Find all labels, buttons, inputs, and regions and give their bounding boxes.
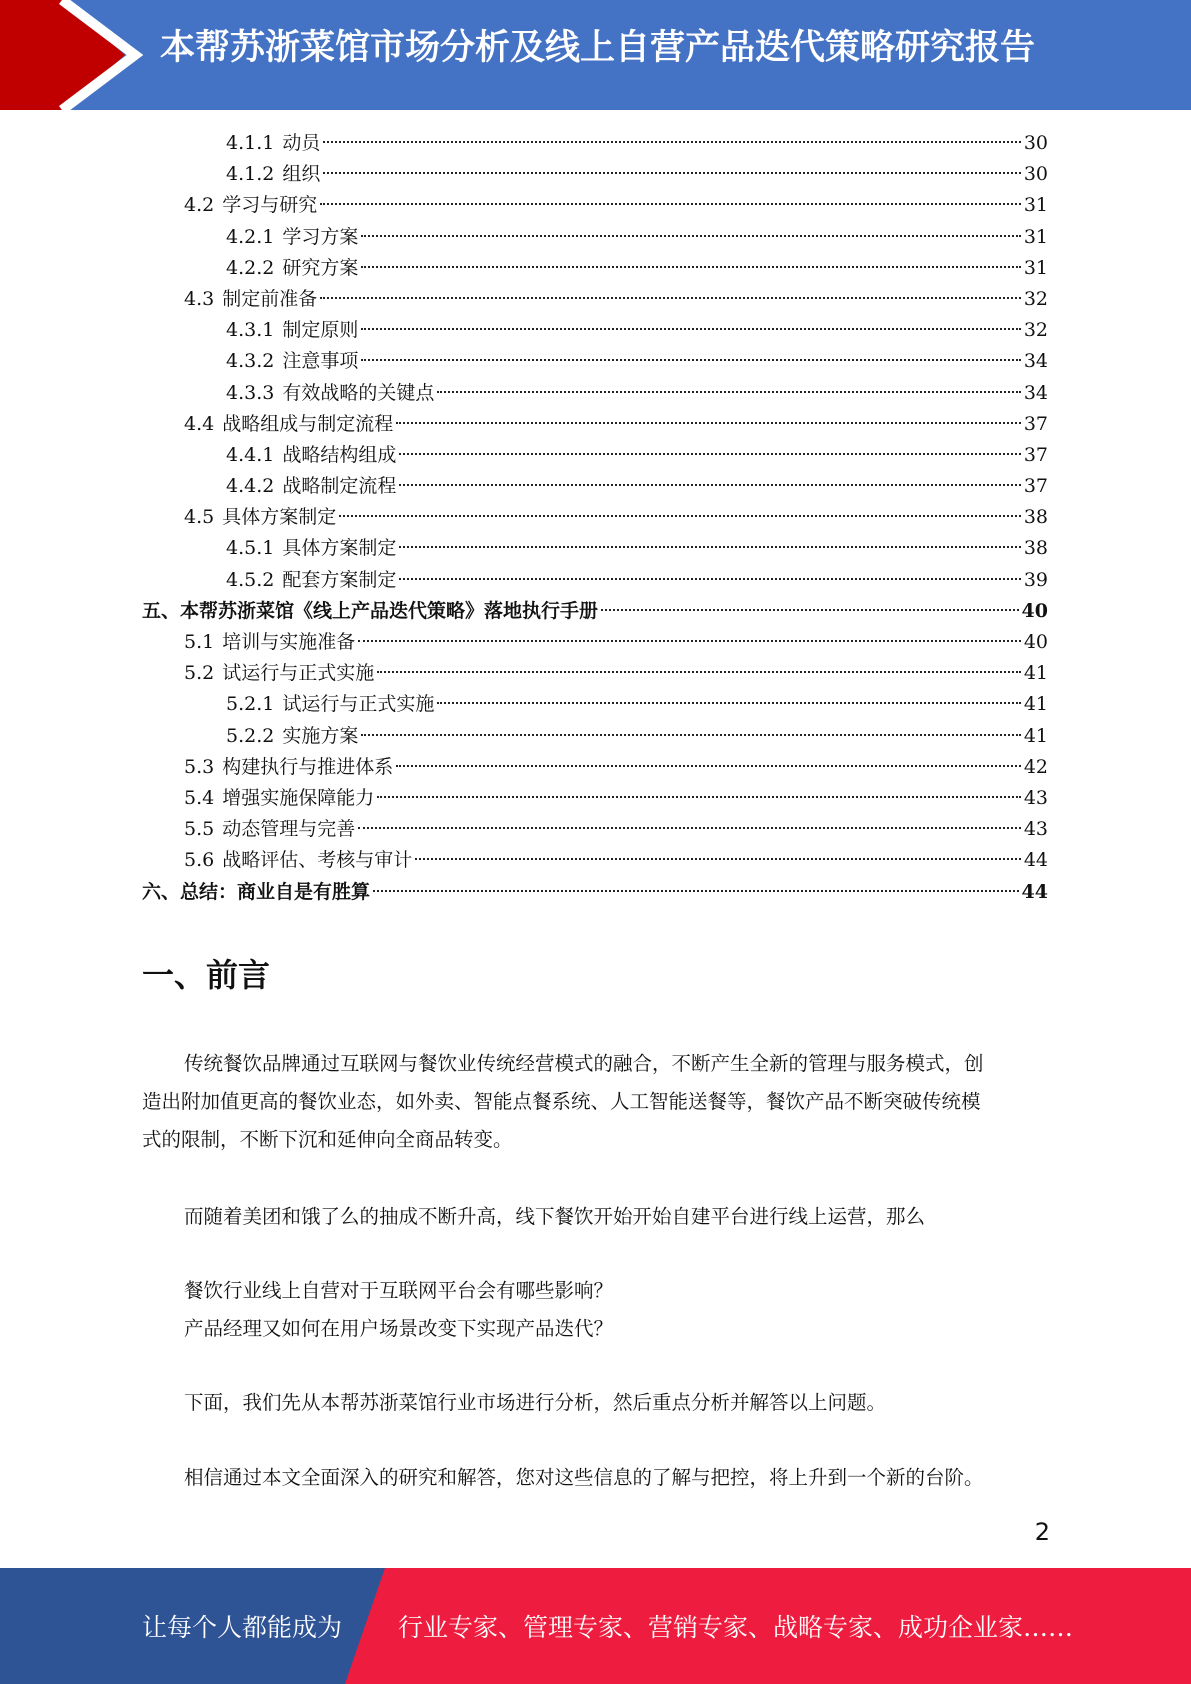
page-header [0, 0, 1191, 110]
toc-entry-title: 组织 [282, 163, 321, 186]
header-title: 本帮苏浙菜馆市场分析及线上自营产品迭代策略研究报告 [160, 28, 1036, 68]
paragraph-line: 式的限制，不断下沉和延伸向全商品转变。 [142, 1128, 513, 1151]
toc-entry-title: 有效战略的关键点 [282, 381, 435, 404]
toc-entry[interactable] [142, 159, 1048, 190]
footer-slogan-right: 行业专家、管理专家、营销专家、战略专家、成功企业家…… [398, 1613, 1074, 1642]
toc-entry-page: 37 [1023, 412, 1048, 435]
toc-leader-dots [399, 453, 1020, 455]
toc-leader-dots [361, 328, 1020, 330]
toc-entry-title: 具体方案制定 [282, 537, 397, 560]
paragraph-2 [142, 1198, 1048, 1236]
toc-entry-page: 31 [1023, 256, 1048, 279]
toc-entry-page: 34 [1023, 381, 1048, 404]
toc-entry-page: 31 [1023, 194, 1048, 217]
toc-entry-page: 41 [1023, 693, 1048, 716]
toc-entry-page: 38 [1023, 537, 1048, 560]
questions [142, 1272, 1048, 1348]
toc-leader-dots [396, 422, 1021, 424]
toc-entry-title: 配套方案制定 [282, 568, 397, 591]
footer-slogan-left: 让每个人都能成为 [142, 1613, 343, 1642]
toc-entry-title: 战略评估、考核与审计 [222, 849, 413, 872]
toc-entry[interactable] [142, 783, 1048, 814]
paragraph-text: 而随着美团和饿了么的抽成不断升高，线下餐饮开始开始自建平台进行线上运营，那么 [184, 1205, 926, 1228]
toc-entry-title: 制定原则 [282, 319, 359, 342]
paragraph-3 [142, 1384, 1048, 1422]
toc-entry[interactable] [142, 315, 1048, 346]
toc-entry-number: 5.2 [184, 662, 215, 685]
page-footer [0, 1568, 1191, 1684]
toc-entry-page: 42 [1023, 755, 1048, 778]
toc-entry-number: 4.1.2 [226, 163, 275, 186]
toc-entry-number: 4.5 [184, 506, 215, 529]
toc-leader-dots [323, 141, 1020, 143]
toc-entry-page: 30 [1023, 163, 1048, 186]
toc-entry-page: 34 [1023, 350, 1048, 373]
toc-entry[interactable] [142, 627, 1048, 658]
toc-leader-dots [396, 765, 1021, 767]
toc-entry-page: 41 [1023, 724, 1048, 747]
toc-entry[interactable] [142, 378, 1048, 409]
toc-leader-dots [358, 640, 1021, 642]
question-2: 产品经理又如何在用户场景改变下实现产品迭代？ [184, 1317, 614, 1340]
toc-entry-page: 39 [1023, 568, 1048, 591]
toc-entry-title: 学习方案 [282, 225, 359, 248]
toc-entry-number: 4.2.2 [226, 256, 275, 279]
toc-entry-number: 5.4 [184, 786, 215, 809]
toc-entry-title: 制定前准备 [222, 287, 318, 310]
toc-entry-title: 动态管理与完善 [222, 818, 356, 841]
toc-entry-title: 研究方案 [282, 256, 359, 279]
toc-entry-title: 总结：商业自是有胜算 [180, 880, 371, 903]
toc-entry-title: 试运行与正式实施 [222, 662, 375, 685]
toc-entry-number: 4.5.2 [226, 568, 275, 591]
toc-entry[interactable] [142, 721, 1048, 752]
toc-entry-number: 5.2.2 [226, 724, 275, 747]
toc-leader-dots [399, 484, 1020, 486]
toc-leader-dots [601, 609, 1019, 611]
toc-entry-title: 增强实施保障能力 [222, 786, 375, 809]
toc-entry-page: 37 [1023, 443, 1048, 466]
toc-leader-dots [437, 702, 1020, 704]
toc-leader-dots [358, 827, 1021, 829]
toc-leader-dots [437, 391, 1020, 393]
toc-entry[interactable] [142, 565, 1048, 596]
section-heading: 一、前言 [142, 956, 271, 994]
toc-entry-title: 学习与研究 [222, 194, 318, 217]
toc-entry-number: 4.4.2 [226, 475, 275, 498]
toc-entry-number: 4.3.2 [226, 350, 275, 373]
toc-entry[interactable] [142, 284, 1048, 315]
toc-entry-number: 4.3.1 [226, 319, 275, 342]
toc-entry-title: 战略结构组成 [282, 443, 397, 466]
toc-entry-title: 注意事项 [282, 350, 359, 373]
toc-entry[interactable] [142, 128, 1048, 159]
toc-entry[interactable] [142, 877, 1048, 908]
toc-entry[interactable] [142, 502, 1048, 533]
toc-entry-number: 5.2.1 [226, 693, 275, 716]
toc-entry-title: 具体方案制定 [222, 506, 337, 529]
paragraph-line: 造出附加值更高的餐饮业态，如外卖、智能点餐系统、人工智能送餐等，餐饮产品不断突破传统模 [142, 1090, 981, 1113]
toc-entry-title: 培训与实施准备 [222, 631, 356, 653]
paragraph-text: 相信通过本文全面深入的研究和解答，您对这些信息的了解与把控，将上升到一个新的台阶。 [184, 1466, 984, 1489]
question-1: 餐饮行业线上自营对于互联网平台会有哪些影响？ [184, 1279, 614, 1302]
toc-leader-dots [361, 734, 1020, 736]
toc-entry-page: 40 [1021, 599, 1048, 622]
toc-leader-dots [361, 359, 1020, 361]
toc-leader-dots [373, 890, 1019, 892]
toc-entry[interactable] [142, 409, 1048, 440]
toc-leader-dots [399, 546, 1020, 548]
toc-entry[interactable] [142, 533, 1048, 564]
toc-entry-title: 动员 [282, 132, 321, 154]
toc-leader-dots [320, 297, 1021, 299]
toc-entry-page: 30 [1023, 132, 1048, 154]
toc-entry-title: 实施方案 [282, 724, 359, 747]
toc-entry-number: 4.5.1 [226, 537, 275, 560]
table-of-contents [142, 128, 1048, 908]
toc-entry-page: 37 [1023, 475, 1048, 498]
toc-entry-number: 5.6 [184, 849, 215, 872]
toc-entry[interactable] [142, 658, 1048, 689]
toc-entry-title: 试运行与正式实施 [282, 693, 435, 716]
toc-entry[interactable] [142, 190, 1048, 221]
toc-entry-page: 44 [1023, 849, 1048, 872]
paragraph-4 [142, 1459, 1048, 1497]
toc-entry-number: 4.3 [184, 287, 215, 310]
toc-entry[interactable] [142, 814, 1048, 845]
toc-entry-page: 43 [1023, 786, 1048, 809]
toc-entry-number: 5.5 [184, 818, 215, 841]
toc-entry-number: 5.3 [184, 755, 215, 778]
toc-entry[interactable] [142, 222, 1048, 253]
toc-leader-dots [323, 172, 1020, 174]
toc-entry-title: 战略制定流程 [282, 475, 397, 498]
toc-entry[interactable] [142, 346, 1048, 377]
toc-entry[interactable] [142, 845, 1048, 876]
toc-leader-dots [399, 578, 1020, 580]
toc-entry[interactable] [142, 689, 1048, 720]
toc-leader-dots [415, 858, 1021, 860]
toc-entry-page: 40 [1023, 631, 1048, 653]
toc-entry[interactable] [142, 440, 1048, 471]
toc-entry[interactable] [142, 253, 1048, 284]
toc-entry-page: 41 [1023, 662, 1048, 685]
toc-entry-title: 战略组成与制定流程 [222, 412, 394, 435]
toc-entry-page: 43 [1023, 818, 1048, 841]
toc-entry-page: 31 [1023, 225, 1048, 248]
toc-entry-number: 4.4 [184, 412, 215, 435]
toc-entry-page: 32 [1023, 319, 1048, 342]
paragraph-text: 下面，我们先从本帮苏浙菜馆行业市场进行分析，然后重点分析并解答以上问题。 [184, 1391, 887, 1414]
paragraph-line: 传统餐饮品牌通过互联网与餐饮业传统经营模式的融合，不断产生全新的管理与服务模式，创 [184, 1052, 984, 1075]
intro-paragraph [142, 1045, 1048, 1159]
toc-leader-dots [320, 203, 1021, 205]
toc-leader-dots [377, 671, 1021, 673]
toc-leader-dots [361, 266, 1020, 268]
toc-entry-number: 五、 [142, 599, 181, 622]
toc-leader-dots [377, 796, 1021, 798]
toc-entry-page: 38 [1023, 506, 1048, 529]
toc-entry-title: 本帮苏浙菜馆《线上产品迭代策略》落地执行手册 [180, 599, 599, 622]
page-number: 2 [1034, 1518, 1050, 1546]
toc-entry-number: 4.2 [184, 194, 215, 217]
toc-leader-dots [339, 515, 1021, 517]
toc-entry[interactable] [142, 471, 1048, 502]
toc-entry-number: 4.4.1 [226, 443, 275, 466]
toc-entry-title: 构建执行与推进体系 [222, 755, 394, 778]
toc-leader-dots [361, 235, 1020, 237]
toc-entry-page: 44 [1021, 880, 1048, 903]
toc-entry-number: 六、 [142, 880, 181, 903]
toc-entry[interactable] [142, 596, 1048, 627]
toc-entry-number: 4.3.3 [226, 381, 275, 404]
toc-entry-number: 4.1.1 [226, 132, 275, 154]
toc-entry[interactable] [142, 752, 1048, 783]
toc-entry-number: 5.1 [184, 631, 215, 653]
toc-entry-page: 32 [1023, 287, 1048, 310]
toc-entry-number: 4.2.1 [226, 225, 275, 248]
